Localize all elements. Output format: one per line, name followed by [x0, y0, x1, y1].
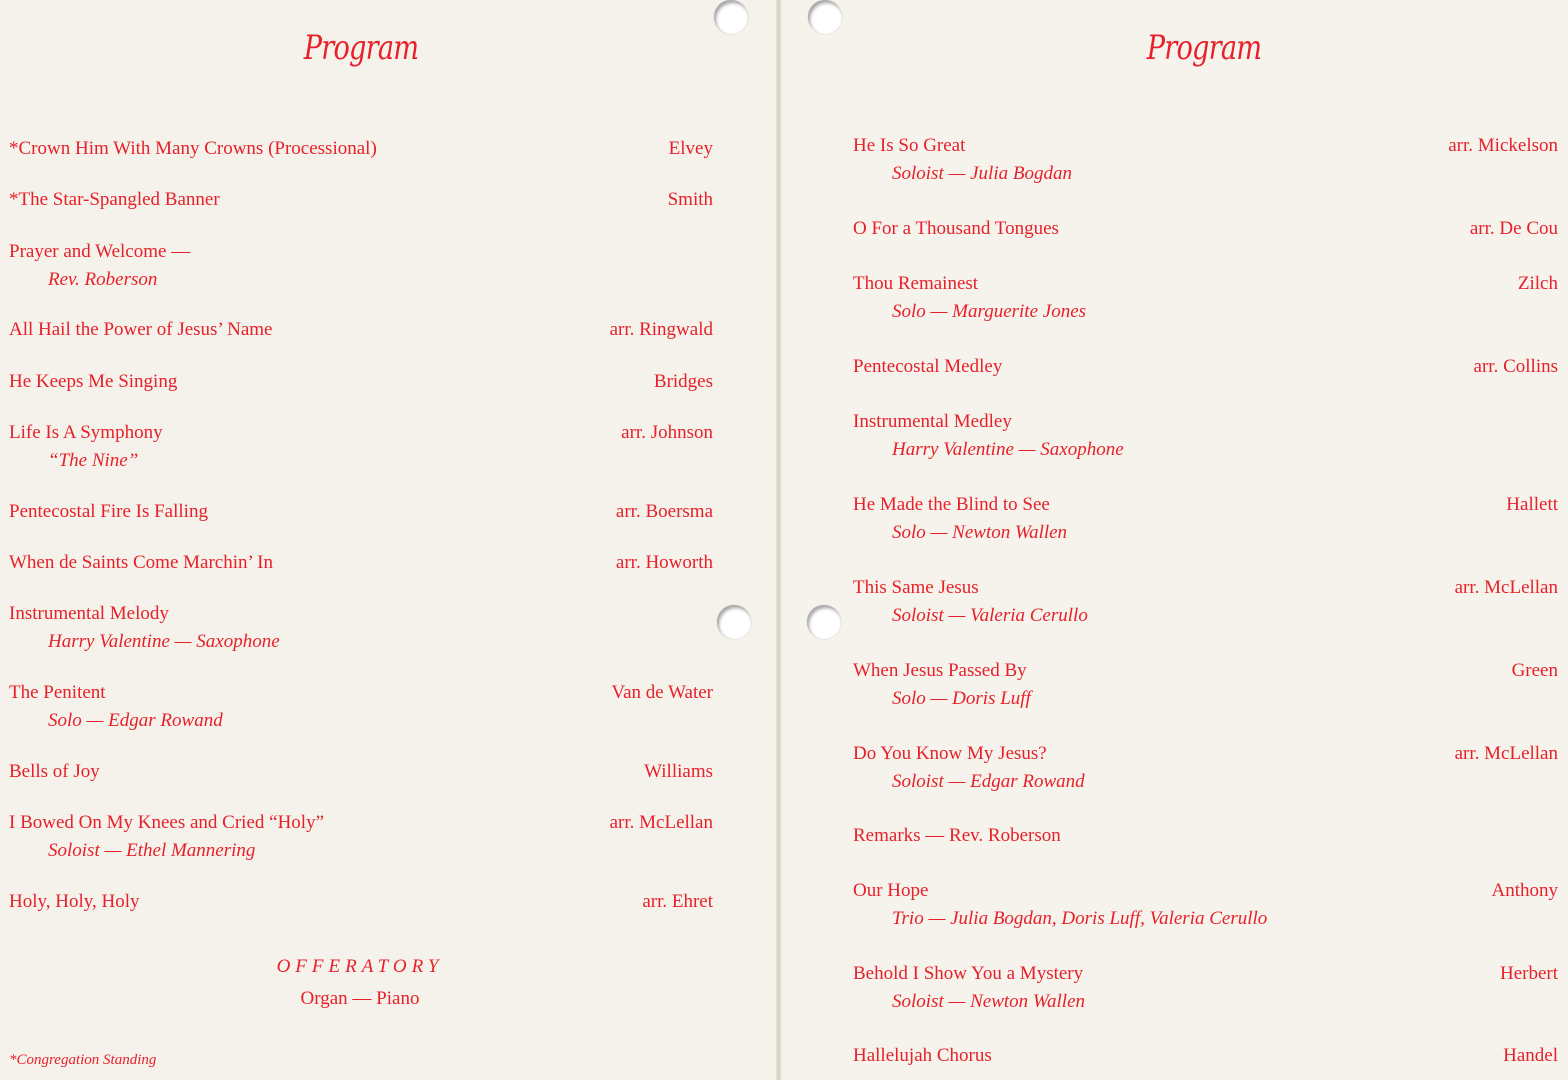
program-entry [853, 408, 1124, 464]
program-entry [9, 186, 220, 214]
entry-subtitle: Rev. Roberson [48, 269, 158, 290]
entry-subtitle: Solo — Marguerite Jones [892, 301, 1087, 322]
punch-hole [808, 0, 842, 34]
program-entry [853, 491, 1067, 547]
entry-composer: Van de Water [611, 682, 713, 703]
entry-title: He Keeps Me Singing [9, 371, 178, 392]
right-page [782, 0, 1568, 1080]
entry-title: *Crown Him With Many Crowns (Processional) [9, 138, 377, 159]
entry-title: Holy, Holy, Holy [9, 891, 140, 912]
program-entry [9, 758, 100, 786]
punch-hole [807, 605, 841, 639]
entry-title: This Same Jesus [853, 577, 979, 598]
entry-composer: arr. Collins [1473, 356, 1558, 377]
entry-composer: arr. McLellan [1454, 577, 1558, 598]
entry-composer: Elvey [668, 138, 713, 159]
program-entry [853, 215, 1059, 243]
entry-composer: arr. Ringwald [609, 319, 713, 340]
entry-subtitle: Soloist — Edgar Rowand [892, 771, 1085, 792]
footnote: *Congregation Standing [9, 1052, 157, 1068]
entry-title: Thou Remainest [853, 273, 979, 294]
entry-composer: arr. Boersma [615, 501, 713, 522]
program-entry [853, 877, 1267, 933]
entry-title: I Bowed On My Knees and Cried “Holy” [9, 812, 325, 833]
program-entry [853, 574, 1088, 630]
entry-composer: Herbert [1499, 963, 1558, 984]
entry-title: Pentecostal Medley [853, 356, 1003, 377]
entry-composer: Anthony [1491, 880, 1558, 901]
entry-title: Prayer and Welcome — [9, 241, 191, 262]
left-page-title: Program [303, 28, 419, 68]
offertory-subtitle: Organ — Piano [300, 988, 420, 1009]
entry-composer: arr. McLellan [609, 812, 713, 833]
program-entry [9, 135, 377, 163]
program-entry [9, 888, 140, 916]
program-entry [853, 740, 1085, 796]
program-entry [853, 353, 1002, 381]
entry-composer: Handel [1503, 1045, 1558, 1066]
entry-title: Instrumental Medley [853, 411, 1012, 432]
program-entry [9, 600, 280, 656]
program-entry [9, 498, 208, 526]
entry-subtitle: Soloist — Julia Bogdan [892, 163, 1072, 184]
entry-title: The Penitent [9, 682, 106, 703]
program-entry [853, 1042, 992, 1070]
entry-title: Our Hope [853, 880, 929, 901]
entry-title: Remarks — Rev. Roberson [853, 825, 1061, 846]
entry-title: O For a Thousand Tongues [853, 218, 1059, 239]
entry-composer: Bridges [653, 371, 713, 392]
entry-title: All Hail the Power of Jesus’ Name [9, 319, 273, 340]
entry-composer: Zilch [1517, 273, 1558, 294]
entry-composer: arr. Howorth [615, 552, 713, 573]
entry-title: Bells of Joy [9, 761, 100, 782]
program-entry [853, 270, 1086, 326]
program-entry [9, 549, 273, 577]
program-entry [853, 657, 1031, 713]
entry-subtitle: “The Nine” [48, 450, 139, 471]
program-entry [9, 809, 324, 865]
entry-title: When Jesus Passed By [853, 660, 1027, 681]
entry-composer: arr. McLellan [1454, 743, 1558, 764]
entry-subtitle: Soloist — Valeria Cerullo [892, 605, 1088, 626]
program-entry [9, 419, 163, 475]
entry-title: He Is So Great [853, 135, 966, 156]
entry-title: Instrumental Melody [9, 603, 169, 624]
entry-subtitle: Harry Valentine — Saxophone [892, 439, 1124, 460]
entry-title: He Made the Blind to See [853, 494, 1050, 515]
program-entry [9, 316, 272, 344]
entry-composer: Hallett [1506, 494, 1558, 515]
entry-composer: Green [1511, 660, 1558, 681]
entry-composer: arr. Johnson [621, 422, 713, 443]
entry-subtitle: Harry Valentine — Saxophone [48, 631, 280, 652]
program-entry [853, 960, 1085, 1016]
entry-title: Behold I Show You a Mystery [853, 963, 1084, 984]
entry-subtitle: Solo — Newton Wallen [892, 522, 1068, 543]
program-entry [9, 679, 223, 735]
entry-subtitle: Soloist — Newton Wallen [892, 991, 1086, 1012]
entry-subtitle: Trio — Julia Bogdan, Doris Luff, Valeria Cerullo [892, 908, 1268, 929]
entry-title: Pentecostal Fire Is Falling [9, 501, 208, 522]
entry-title: Hallelujah Chorus [853, 1045, 992, 1066]
right-page-title: Program [1146, 28, 1262, 68]
entry-composer: arr. Ehret [642, 891, 713, 912]
program-entry [9, 368, 177, 396]
entry-subtitle: Solo — Edgar Rowand [48, 710, 223, 731]
entry-title: *The Star-Spangled Banner [9, 189, 220, 210]
program-entry [853, 822, 1061, 850]
offertory-heading: OFFERATORY [276, 956, 444, 977]
entry-title: Life Is A Symphony [9, 422, 163, 443]
entry-title: Do You Know My Jesus? [853, 743, 1047, 764]
entry-title: When de Saints Come Marchin’ In [9, 552, 273, 573]
entry-composer: arr. De Cou [1469, 218, 1558, 239]
program-entry [9, 238, 190, 294]
entry-subtitle: Solo — Doris Luff [892, 688, 1031, 709]
entry-composer: Smith [667, 189, 713, 210]
entry-subtitle: Soloist — Ethel Mannering [48, 840, 256, 861]
program-entry [853, 132, 1072, 188]
entry-composer: Williams [644, 761, 713, 782]
entry-composer: arr. Mickelson [1448, 135, 1558, 156]
punch-hole [714, 0, 748, 34]
punch-hole [717, 605, 751, 639]
left-page [0, 0, 778, 1080]
